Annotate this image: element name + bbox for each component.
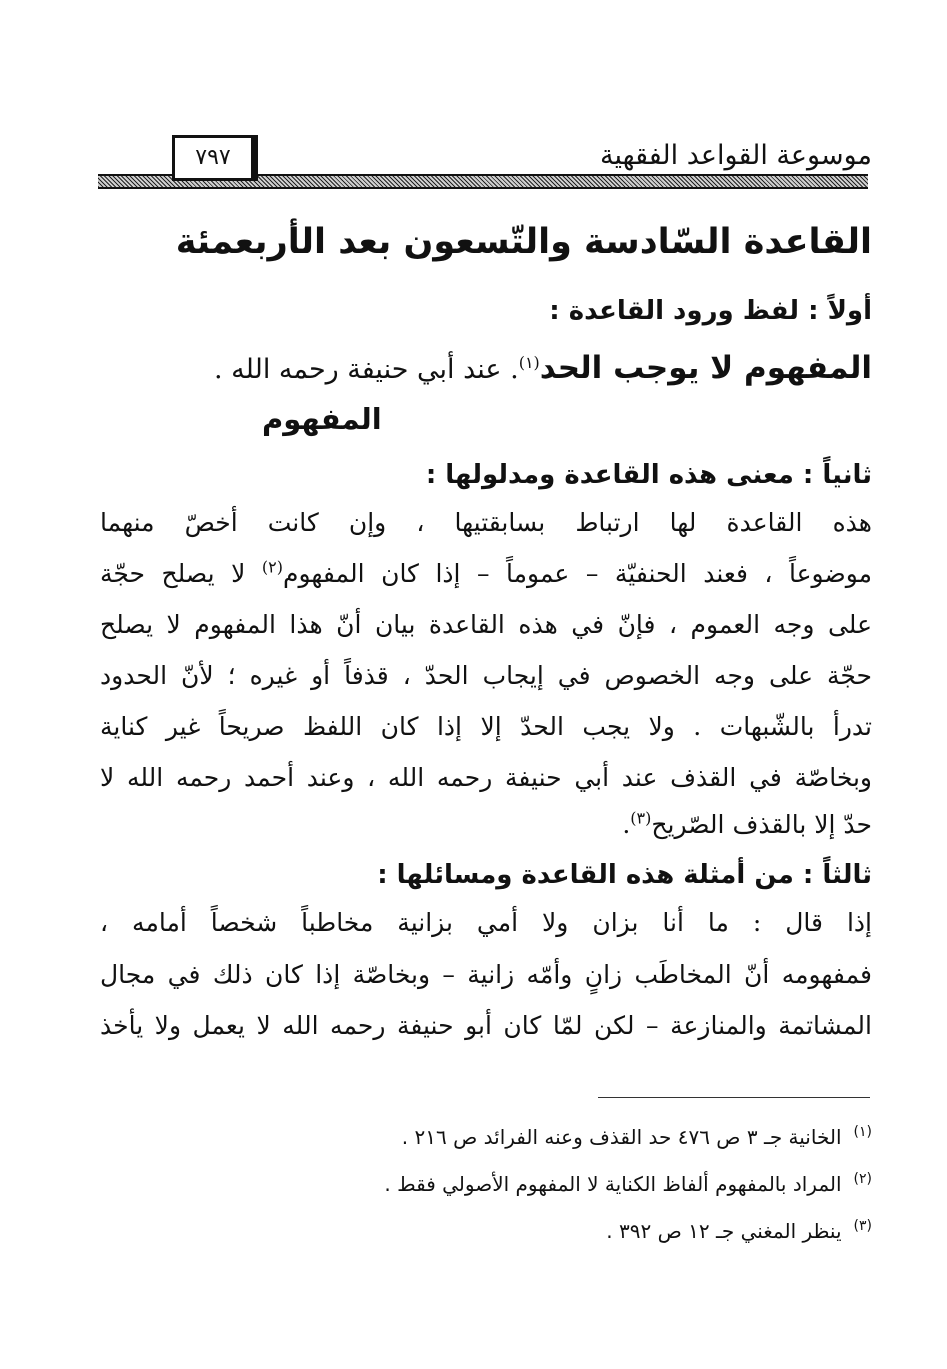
paragraph-three-line: فمفهومه أنّ المخاطَب زانٍ وأمّه زانية – وبخاصّة إذا كان ذلك في مجال	[100, 960, 872, 989]
footnote-ref-1: (١)	[518, 353, 540, 372]
paragraph-two-line-7-text: حدّ إلا بالقذف الصّريح	[651, 810, 872, 839]
paragraph-two-line-2-tail: لا يصلح حجّة	[100, 559, 246, 588]
paragraph-two-line	[100, 559, 872, 588]
section-heading-second: ثانياً : معنى هذه القاعدة ومدلولها :	[425, 460, 872, 490]
paragraph-two-line: على وجه العموم ، فإنّ في هذه القاعدة بيان أنّ هذا المفهوم لا يصلح	[100, 610, 872, 639]
footnote-text: الخانية جـ ٣ ص ٤٧٦ حد القذف وعنه الفرائد ص ٢١٦ .	[401, 1125, 842, 1149]
paragraph-two-line: وبخاصّة في القذف عند أبي حنيفة رحمه الله ، وعند أحمد رحمه الله لا	[100, 763, 872, 792]
paragraph-two-line: حجّة على وجه الخصوص في إيجاب الحدّ ، قذفاً أو غيره ؛ لأنّ الحدود	[100, 661, 872, 690]
rule-statement-bold: المفهوم لا يوجب الحد	[539, 350, 872, 386]
paragraph-two-line	[100, 810, 872, 839]
footnote-3	[606, 1219, 872, 1243]
paragraph-three-line: المشاتمة والمنازعة – لكن لمّا كان أبو حنيفة رحمه الله لا يعمل ولا يأخذ	[100, 1011, 872, 1040]
footnote-mark: (١)	[853, 1124, 872, 1141]
orphan-word: المفهوم	[262, 402, 382, 436]
footnote-text: المراد بالمفهوم ألفاظ الكناية لا المفهوم الأصولي فقط .	[384, 1172, 842, 1196]
footnote-text: ينظر المغني جـ ١٢ ص ٣٩٢ .	[606, 1219, 842, 1243]
rule-statement-rest: . عند أبي حنيفة رحمه الله .	[214, 354, 519, 385]
paragraph-two-line: هذه القاعدة لها ارتباط بسابقتيها ، وإن كانت أخصّ منهما	[100, 508, 872, 537]
paragraph-three-line: إذا قال : ما أنا بزان ولا أمي بزانية مخاطباً شخصاً أمامه ،	[100, 908, 872, 937]
running-header-title: موسوعة القواعد الفقهية	[600, 140, 872, 171]
footnote-mark: (٢)	[853, 1171, 872, 1188]
section-heading-first: أولاً : لفظ ورود القاعدة :	[549, 296, 872, 326]
footnote-ref-2: (٢)	[261, 557, 283, 577]
footnote-mark: (٣)	[853, 1218, 872, 1235]
paragraph-two-line-2-text: موضوعاً ، فعند الحنفيّة – عموماً – إذا كان المفهوم	[282, 559, 873, 588]
chapter-title: القاعدة السّادسة والتّسعون بعد الأربعمئة	[175, 222, 872, 262]
paragraph-two-line: تدرأ بالشّبهات . ولا يجب الحدّ إلا إذا كان اللفظ صريحاً غير كناية	[100, 712, 872, 741]
paragraph-two-line-7-tail: .	[622, 810, 631, 839]
section-heading-third: ثالثاً : من أمثلة هذه القاعدة ومسائلها :	[377, 860, 872, 890]
page-number: ٧٩٧	[172, 135, 258, 181]
footnote-1	[402, 1125, 872, 1149]
footnote-2	[384, 1172, 872, 1196]
rule-statement	[214, 350, 872, 386]
footnote-divider	[598, 1097, 870, 1098]
footnote-ref-3: (٣)	[630, 808, 652, 828]
